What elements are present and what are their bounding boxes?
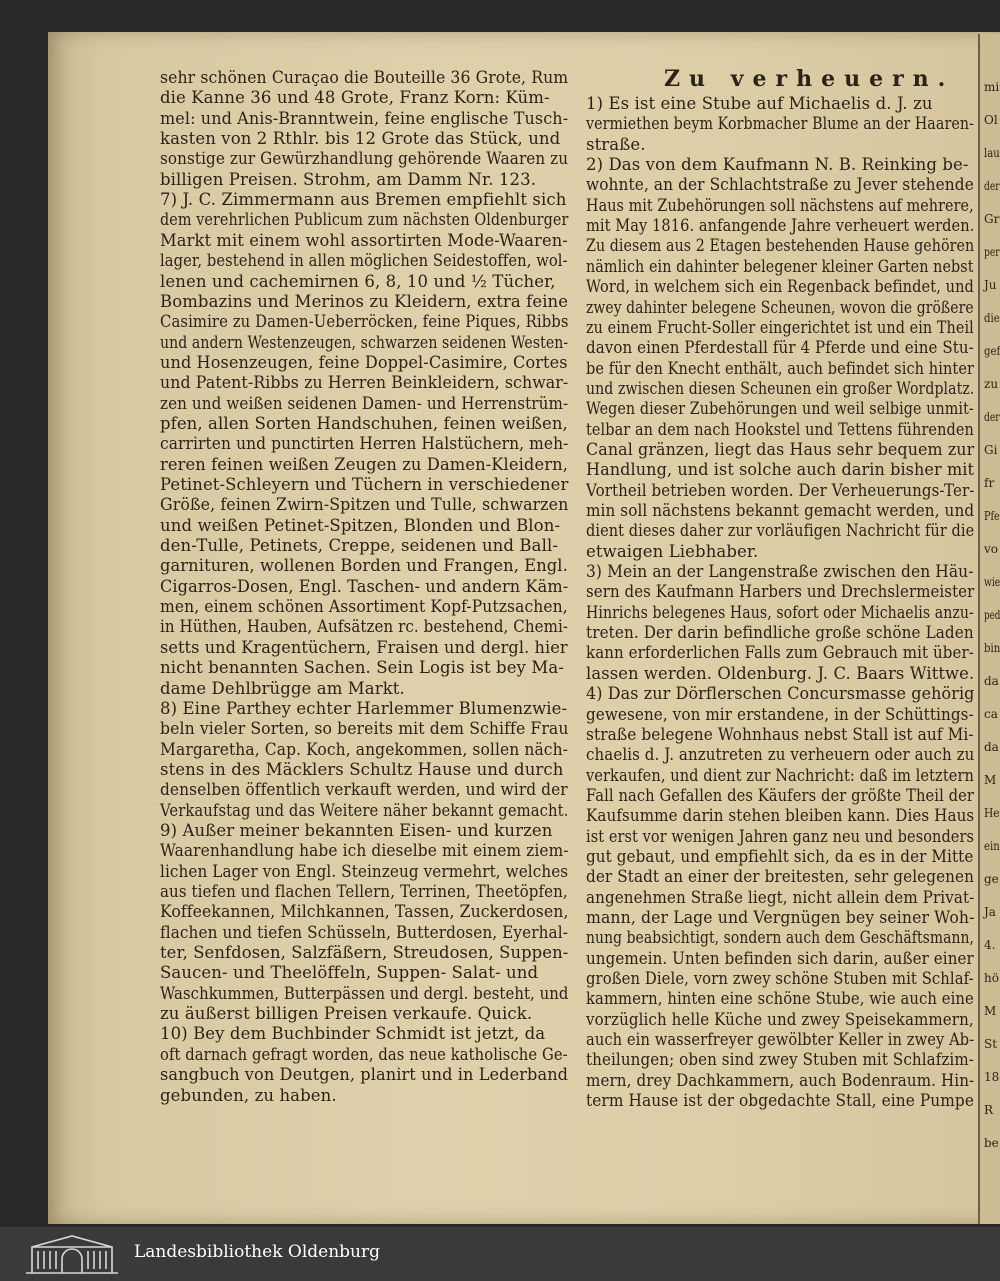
left-column-line: dame Dehlbrügge am Markt. bbox=[160, 678, 405, 698]
left-column-line: kasten von 2 Rthlr. bis 12 Grote das Stück, und bbox=[160, 129, 561, 149]
left-column-line: lichen Lager von Engl. Steinzeug vermehrt, welches bbox=[160, 861, 569, 881]
right-column-line: gut gebaut, und empfiehlt sich, da es in der Mitte bbox=[586, 846, 974, 866]
right-column-line: 1) Es ist eine Stube auf Michaelis d. J. zu bbox=[586, 94, 933, 113]
right-column-line: 2) Das von dem Kaufmann N. B. Reinking be- bbox=[586, 155, 969, 175]
right-column-line: mit May 1816. anfangende Jahre verheuert werden. bbox=[586, 216, 975, 236]
right-column-line: dient dieses daher zur vorläufigen Nachricht für die bbox=[586, 521, 975, 541]
right-column-line: zu einem Frucht-Soller eingerichtet ist und ein Theil bbox=[586, 317, 974, 337]
left-column-line: sonstige zur Gewürzhandlung gehörende Waaren zu bbox=[160, 149, 569, 169]
edge-fragment: lau bbox=[984, 146, 1000, 160]
edge-fragment: Ja bbox=[984, 905, 996, 919]
right-column-line: term Hause ist der obgedachte Stall, eine Pumpe bbox=[586, 1091, 975, 1111]
edge-fragment: M bbox=[984, 1004, 997, 1018]
left-column-line: Margaretha, Cap. Koch, angekommen, sollen näch- bbox=[160, 739, 569, 759]
left-column-line: und andern Westenzeugen, schwarzen seidenen Westen- bbox=[160, 332, 569, 352]
edge-fragment: ca bbox=[984, 707, 998, 721]
left-column-line: in Hüthen, Hauben, Aufsätzen rc. bestehend, Chemi- bbox=[160, 617, 569, 637]
edge-fragment: be bbox=[984, 1136, 999, 1150]
edge-fragment: ped bbox=[984, 608, 1000, 622]
edge-fragment: Ju bbox=[984, 278, 997, 292]
right-column-line: sern des Kaufmann Harbers und Drechslermeister bbox=[586, 582, 975, 602]
left-column-line: Verkaufstag und das Weitere näher bekannt gemacht. bbox=[160, 800, 569, 820]
left-column-line: mel: und Anis-Branntwein, feine englische Tusch- bbox=[160, 108, 569, 128]
edge-fragment: da bbox=[984, 740, 999, 754]
left-column-line: Waarenhandlung habe ich dieselbe mit einem ziem- bbox=[160, 841, 569, 861]
right-column-line: Handlung, und ist solche auch darin bisher mit bbox=[586, 460, 975, 480]
left-column-line: Cigarros-Dosen, Engl. Taschen- und andern Käm- bbox=[160, 576, 569, 596]
left-column-line: flachen und tiefen Schüsseln, Butterdosen, Eyerhal- bbox=[160, 922, 568, 942]
left-column-line: die Kanne 36 und 48 Grote, Franz Korn: Küm- bbox=[160, 88, 550, 108]
right-column-line: Wegen dieser Zubehörungen und weil selbige unmit- bbox=[586, 399, 974, 419]
right-column-line: großen Diele, vorn zwey schöne Stuben mit Schlaf- bbox=[586, 969, 974, 989]
left-column-line: Petinet-Schleyern und Tüchern in verschiedener bbox=[160, 475, 569, 494]
right-column-line: chaelis d. J. anzutreten zu verheuern oder auch zu bbox=[586, 745, 975, 765]
right-column-line: theilungen; oben sind zwey Stuben mit Schlafzim- bbox=[586, 1050, 974, 1070]
edge-fragment: Gr bbox=[984, 212, 1000, 226]
right-column-line: nung beabsichtigt, sondern auch dem Geschäftsmann, bbox=[586, 928, 975, 948]
edge-fragment: wie bbox=[984, 575, 1000, 589]
left-column-line: gebunden, zu haben. bbox=[160, 1085, 337, 1105]
right-column-line: ist erst vor wenigen Jahren ganz neu und besonders bbox=[586, 826, 975, 846]
footer-bar bbox=[0, 1227, 1000, 1281]
edge-fragment: St bbox=[984, 1037, 998, 1051]
edge-fragment: Gi bbox=[984, 443, 998, 457]
left-column-line: Bombazins und Merinos zu Kleidern, extra feine bbox=[160, 291, 569, 311]
right-column-line: be für den Knecht enthält, auch befindet sich hinter bbox=[586, 358, 975, 378]
left-column-line: stens in des Mäcklers Schultz Hause und durch bbox=[160, 759, 564, 779]
right-column-line: Kaufsumme darin stehen bleiben kann. Dies Haus bbox=[586, 806, 975, 826]
left-column-line: dem verehrlichen Publicum zum nächsten Oldenburger bbox=[160, 210, 569, 230]
right-column-line: Word, in welchem sich ein Regenback befindet, und bbox=[586, 277, 974, 297]
right-column-line: 4) Das zur Dörflerschen Concursmasse gehörig bbox=[586, 684, 975, 704]
right-column-line: mern, drey Dachkammern, auch Bodenraum. Hin- bbox=[586, 1070, 975, 1090]
right-column-line: straße belegene Wohnhaus nebst Stall ist auf Mi- bbox=[586, 724, 974, 744]
left-column-line: denselben öffentlich verkauft werden, und wird der bbox=[160, 780, 568, 800]
right-column-line: etwaigen Liebhaber. bbox=[586, 541, 759, 561]
left-column-line: Casimire zu Damen-Ueberröcken, feine Piques, Ribbs bbox=[160, 312, 569, 332]
left-column-line: Markt mit einem wohl assortirten Mode-Waaren- bbox=[160, 230, 568, 250]
edge-fragment: gef bbox=[984, 344, 1000, 358]
right-column-line: lassen werden. Oldenburg. J. C. Baars Wittwe. bbox=[586, 663, 975, 683]
left-column-line: und Hosenzeugen, feine Doppel-Casimire, Cortes bbox=[160, 352, 568, 372]
section-heading: Zu verheuern. bbox=[664, 66, 955, 92]
edge-fragment: He bbox=[984, 806, 1000, 820]
left-column-line: Koffeekannen, Milchkannen, Tassen, Zuckerdosen, bbox=[160, 902, 569, 922]
edge-fragment: ein bbox=[984, 839, 1000, 853]
right-column-line: Haus mit Zubehörungen soll nächstens auf mehrere, bbox=[586, 195, 974, 215]
edge-fragment: Ol bbox=[984, 113, 998, 127]
edge-fragment: vo bbox=[984, 542, 999, 556]
edge-fragment: zu bbox=[984, 377, 999, 391]
left-column-line: pfen, allen Sorten Handschuhen, feinen weißen, bbox=[160, 413, 568, 433]
left-column-line: billigen Preisen. Strohm, am Damm Nr. 123. bbox=[160, 169, 537, 189]
left-column-line: und weißen Petinet-Spitzen, Blonden und Blon- bbox=[160, 515, 561, 535]
left-column-line: garnituren, wollenen Borden und Frangen, Engl. bbox=[160, 556, 568, 576]
right-column-line: auch ein wasserfreyer gewölbter Keller in zwey Ab- bbox=[586, 1030, 975, 1050]
right-column-line: angenehmen Straße liegt, nicht allein dem Privat- bbox=[586, 887, 975, 907]
right-column-line: wohnte, an der Schlachtstraße zu Jever stehende bbox=[586, 175, 974, 195]
edge-fragment: der bbox=[984, 410, 1000, 424]
left-column-line: den-Tulle, Petinets, Creppe, seidenen und Ball- bbox=[160, 536, 559, 556]
left-column-line: zen und weißen seidenen Damen- und Herrenstrüm- bbox=[160, 393, 569, 413]
library-building-logo bbox=[22, 1233, 122, 1275]
right-column-line: verkaufen, und dient zur Nachricht: daß im letztern bbox=[586, 765, 974, 785]
right-column-line: Canal gränzen, liegt das Haus sehr bequem zur bbox=[586, 439, 975, 459]
right-column-line: kann erforderlichen Falls zum Gebrauch mit über- bbox=[586, 643, 974, 663]
left-column-line: 9) Außer meiner bekannten Eisen- und kurzen bbox=[160, 820, 553, 840]
right-column-line: vermiethen beym Korbmacher Blume an der Haaren- bbox=[586, 114, 974, 134]
left-column-line: ter, Senfdosen, Salzfäßern, Streudosen, Suppen- bbox=[160, 943, 569, 963]
left-column-line: setts und Kragentüchern, Fraisen und dergl. hier bbox=[160, 637, 568, 657]
edge-fragment: R bbox=[984, 1103, 994, 1117]
right-column-line: Zu diesem aus 2 Etagen bestehenden Hause gehören bbox=[586, 236, 975, 256]
right-column-line: Hinrichs belegenes Haus, sofort oder Michaelis anzu- bbox=[586, 602, 974, 622]
left-column-line: Saucen- und Theelöffeln, Suppen- Salat- und bbox=[160, 963, 539, 983]
left-column-line: Größe, feinen Zwirn-Spitzen und Tulle, schwarzen bbox=[160, 495, 569, 515]
right-column-line: nämlich ein dahinter belegener kleiner Garten nebst bbox=[586, 256, 974, 276]
right-column-line: zwey dahinter belegene Scheunen, wovon die größere bbox=[586, 297, 974, 317]
left-column-line: reren feinen weißen Zeugen zu Damen-Kleidern, bbox=[160, 454, 568, 474]
right-column-line: davon einen Pferdestall für 4 Pferde und eine Stu- bbox=[586, 338, 974, 358]
edge-fragment: per bbox=[984, 245, 1000, 259]
library-name: Landesbibliothek Oldenburg bbox=[134, 1242, 381, 1262]
edge-fragment: mi bbox=[984, 80, 1000, 94]
edge-fragment: fr bbox=[984, 476, 995, 490]
left-column-line: und Patent-Ribbs zu Herren Beinkleidern, schwar- bbox=[160, 373, 569, 393]
edge-fragment: die bbox=[984, 311, 1000, 325]
right-column-line: min soll nächstens bekannt gemacht werden, und bbox=[586, 501, 975, 520]
edge-fragment: Pfe bbox=[984, 509, 1000, 523]
left-column-line: men, einem schönen Assortiment Kopf-Putzsachen, bbox=[160, 597, 568, 617]
edge-fragment: da bbox=[984, 674, 999, 688]
right-column-line: gewesene, von mir erstandene, in der Schüttings- bbox=[586, 704, 974, 724]
left-column-line: sangbuch von Deutgen, planirt und in Lederband bbox=[160, 1065, 569, 1085]
left-column-line: aus tiefen und flachen Tellern, Terrinen, Theetöpfen, bbox=[160, 882, 568, 901]
left-column-line: 7) J. C. Zimmermann aus Bremen empfiehlt sich bbox=[160, 190, 567, 210]
right-column-line: ungemein. Unten befinden sich darin, außer einer bbox=[586, 948, 974, 968]
left-column-line: Waschkummen, Butterpässen und dergl. besteht, und bbox=[160, 983, 569, 1003]
edge-fragment: 4. bbox=[984, 938, 996, 952]
right-column-line: telbar an dem nach Hookstel und Tettens führenden bbox=[586, 419, 974, 439]
right-column-line: vorzüglich helle Küche und zwey Speisekammern, bbox=[586, 1009, 974, 1029]
right-column-line: treten. Der darin befindliche große schöne Laden bbox=[586, 623, 974, 643]
right-column-line: und zwischen diesen Scheunen ein großer Wordplatz. bbox=[586, 378, 975, 398]
right-column-line: 3) Mein an der Langenstraße zwischen den Häu- bbox=[586, 562, 974, 582]
left-column-line: sehr schönen Curaçao die Bouteille 36 Grote, Rum bbox=[160, 68, 569, 87]
left-column-line: oft darnach gefragt worden, das neue katholische Ge- bbox=[160, 1044, 568, 1064]
right-column-line: mann, der Lage und Vergnügen bey seiner Woh- bbox=[586, 908, 975, 927]
right-column-line: Vortheil betrieben worden. Der Verheuerungs-Ter- bbox=[586, 480, 975, 500]
left-column-line: beln vieler Sorten, so bereits mit dem Schiffe Frau bbox=[160, 719, 569, 739]
edge-fragment: M bbox=[984, 773, 997, 787]
edge-fragment: hö bbox=[984, 971, 999, 985]
edge-fragment: ge bbox=[984, 872, 999, 886]
right-column-line: kammern, hinten eine schöne Stube, wie auch eine bbox=[586, 989, 974, 1009]
right-column-line: straße. bbox=[586, 134, 646, 154]
left-column-line: nicht benannten Sachen. Sein Logis ist bey Ma- bbox=[160, 658, 564, 678]
edge-fragment: bin bbox=[984, 641, 1000, 655]
edge-fragment: 18 bbox=[984, 1070, 1000, 1084]
left-column-line: zu äußerst billigen Preisen verkaufe. Quick. bbox=[160, 1004, 533, 1024]
left-column-line: lager, bestehend in allen möglichen Seidestoffen, wol- bbox=[160, 251, 568, 271]
right-column-line: Fall nach Gefallen des Käufers der größte Theil der bbox=[586, 785, 974, 805]
left-column-line: 8) Eine Parthey echter Harlemmer Blumenzwie- bbox=[160, 698, 568, 718]
left-column-line: lenen und cachemirnen 6, 8, 10 und ½ Tücher, bbox=[160, 271, 556, 291]
edge-fragment: der bbox=[984, 179, 1000, 193]
left-column-line: 10) Bey dem Buchbinder Schmidt ist jetzt, da bbox=[160, 1024, 546, 1044]
left-column-line: carrirten und punctirten Herren Halstüchern, meh- bbox=[160, 434, 569, 454]
right-column-line: der Stadt an einer der breitesten, sehr gelegenen bbox=[586, 867, 975, 887]
